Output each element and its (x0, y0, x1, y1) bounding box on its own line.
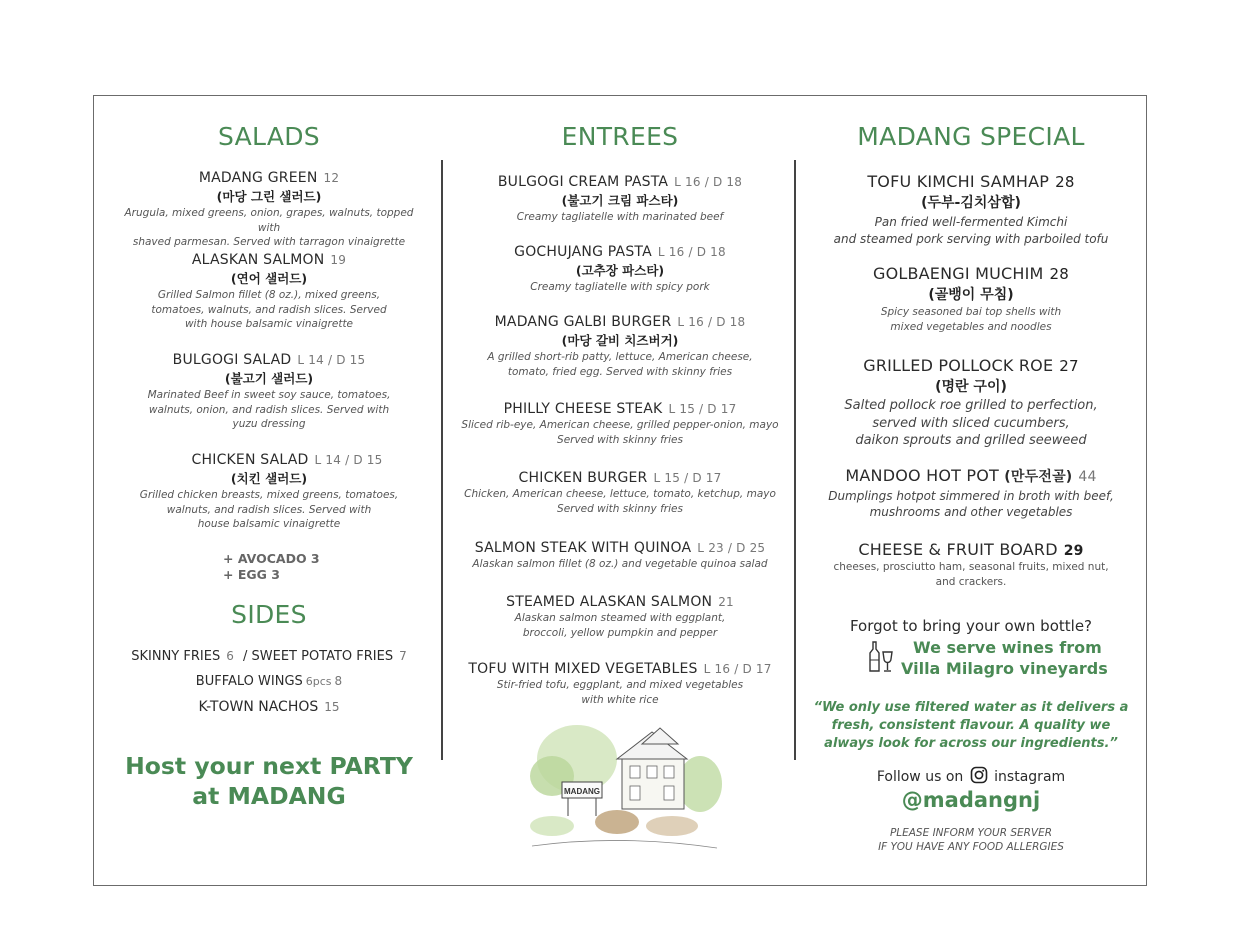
item-description: Marinated Beef in sweet soy sauce, tomatoes, walnuts, onion, and radish slices. Served with yuzu dressing (147, 389, 391, 430)
side-name: K-TOWN NACHOS (198, 699, 319, 715)
wine-line-2: Villa Milagro vineyards (901, 659, 1108, 678)
item-name: SALMON STEAK WITH QUINOA (474, 540, 692, 556)
item-name: CHEESE & FRUIT BOARD (858, 540, 1058, 559)
salad-item (113, 452, 425, 532)
side-note: 6pcs (305, 675, 332, 688)
item-name: BULGOGI SALAD (172, 352, 292, 368)
allergy-notice: PLEASE INFORM YOUR SERVER IF YOU HAVE ANY FOOD ALLERGIES (878, 827, 1064, 853)
item-name: CHICKEN SALAD (191, 452, 309, 468)
item-korean-name: (불고기 크림 파스타) (561, 193, 679, 208)
side-name: SKINNY FRIES (131, 649, 221, 664)
byob-text: Forgot to bring your own bottle? (849, 617, 1093, 635)
item-name: BULGOGI CREAM PASTA (497, 174, 669, 190)
item-name: MANDOO HOT POT (845, 466, 999, 485)
item-name: TOFU KIMCHI SAMHAP (867, 172, 1050, 191)
entree-item (447, 401, 793, 447)
item-description: Salted pollock roe grilled to perfection, served with sliced cucumbers, daikon sprouts and grilled seeweed (844, 398, 1098, 448)
item-price: L 14 / D 15 (297, 353, 366, 367)
item-korean-name: (고추장 파스타) (575, 263, 665, 278)
item-price: L 16 / D 18 (657, 245, 726, 259)
side-name: BUFFALO WINGS (195, 674, 303, 689)
item-korean-name: (치킨 샐러드) (230, 471, 308, 486)
item-description: Arugula, mixed greens, onion, grapes, walnuts, topped with shaved parmesan. Served with tarragon vinaigrette (124, 207, 414, 248)
item-description: Creamy tagliatelle with spicy pork (530, 281, 710, 293)
item-korean-name: (불고기 샐러드) (224, 371, 314, 386)
item-price: L 16 / D 18 (674, 175, 743, 189)
item-korean-name: (연어 샐러드) (230, 271, 308, 286)
special-item (815, 356, 1127, 450)
item-price: L 23 / D 25 (697, 541, 766, 555)
side-price: 6 (226, 649, 234, 663)
item-description: Pan fried well-fermented Kimchi and steamed pork serving with parboiled tofu (833, 215, 1109, 246)
item-price: L 15 / D 17 (668, 402, 737, 416)
item-price: 19 (330, 253, 347, 267)
item-description: Sliced rib-eye, American cheese, grilled pepper-onion, mayo Served with skinny fries (461, 419, 779, 446)
item-price: L 16 / D 17 (703, 662, 772, 676)
addons (223, 551, 320, 583)
item-description: A grilled short-rib patty, lettuce, American cheese, tomato, fried egg. Served with skinny fries (487, 351, 753, 378)
illustration-sign-text: MADANG (564, 787, 600, 796)
instagram-handle[interactable]: @madangnj (901, 788, 1041, 812)
entree-item (447, 244, 793, 295)
entrees-column (447, 0, 793, 944)
item-korean-name: (만두전골) (1004, 469, 1073, 485)
salads-column (113, 0, 425, 944)
entrees-heading: ENTREES (561, 122, 679, 151)
follow-prefix: Follow us on (876, 769, 964, 785)
item-description: Creamy tagliatelle with marinated beef (516, 211, 724, 223)
special-item (815, 264, 1127, 334)
item-name: MADANG GALBI BURGER (494, 314, 672, 330)
entree-item (447, 314, 793, 379)
item-price: 44 (1078, 469, 1097, 485)
item-name: GOCHUJANG PASTA (514, 244, 652, 260)
salad-item (113, 252, 425, 332)
item-description: Dumplings hotpot simmered in broth with beef, mushrooms and other vegetables (828, 489, 1114, 519)
special-item (815, 172, 1127, 247)
item-korean-name: (명란 구이) (935, 379, 1007, 395)
entree-item (447, 661, 793, 707)
special-column (815, 0, 1127, 944)
instagram-icon[interactable] (970, 766, 988, 784)
wine-line-1: We serve wines from (913, 638, 1102, 657)
item-price: 29 (1063, 543, 1084, 559)
item-price: 12 (323, 171, 340, 185)
item-price: 27 (1059, 357, 1079, 375)
water-quote: “We only use filtered water as it delivers a fresh, consistent flavour. A quality we always look for across our ingredients.” (813, 700, 1129, 751)
item-name: GOLBAENGI MUCHIM (872, 264, 1044, 283)
item-description: cheeses, prosciutto ham, seasonal fruits, mixed nut, and crackers. (833, 561, 1109, 588)
item-description: Grilled chicken breasts, mixed greens, tomatoes, walnuts, and radish slices. Served with house balsamic vinaigrette (139, 489, 399, 530)
addon-egg: + EGG 3 (223, 567, 280, 582)
item-description: Alaskan salmon steamed with eggplant, broccoli, yellow pumpkin and pepper (514, 612, 726, 639)
item-description: Grilled Salmon fillet (8 oz.), mixed greens, tomatoes, walnuts, and radish slices. Served with house balsamic vinaigrette (151, 289, 387, 330)
item-description: Spicy seasoned bai top shells with mixed vegetables and noodles (880, 306, 1062, 333)
item-price: 28 (1055, 173, 1075, 191)
item-name: PHILLY CHEESE STEAK (503, 401, 663, 417)
item-name: GRILLED POLLOCK ROE (863, 356, 1054, 375)
salad-item (113, 352, 425, 432)
item-name: TOFU WITH MIXED VEGETABLES (468, 661, 698, 677)
party-promo: Host your next PARTY at MADANG (125, 752, 413, 810)
wine-bottle-glass-icon (867, 640, 895, 674)
side-item (103, 649, 435, 664)
item-description: Stir-fried tofu, eggplant, and mixed vegetables with white rice (496, 679, 744, 706)
special-heading: MADANG SPECIAL (857, 122, 1085, 151)
follow-suffix: instagram (994, 769, 1066, 785)
item-name: CHICKEN BURGER (518, 470, 648, 486)
item-korean-name: (마당 갈비 치즈버거) (561, 333, 679, 348)
entree-item (447, 594, 793, 640)
salad-item (113, 170, 425, 250)
item-korean-name: (두부-김치삼합) (921, 195, 1021, 211)
item-name: ALASKAN SALMON (191, 252, 325, 268)
item-description: Chicken, American cheese, lettuce, tomato, ketchup, mayo Served with skinny fries (464, 488, 776, 515)
column-divider-left (441, 160, 443, 760)
side-price: 15 (324, 700, 340, 714)
entree-item (447, 470, 793, 516)
item-korean-name: (골뱅이 무침) (928, 287, 1014, 303)
item-name: STEAMED ALASKAN SALMON (506, 594, 713, 610)
item-price: L 14 / D 15 (314, 453, 383, 467)
addon-avocado: + AVOCADO 3 (223, 551, 320, 566)
restaurant-illustration (522, 714, 722, 854)
item-korean-name: (마당 그린 샐러드) (216, 189, 322, 204)
special-item (815, 466, 1127, 520)
item-price: 28 (1049, 265, 1070, 283)
entree-item (447, 174, 793, 225)
item-price: L 16 / D 18 (677, 315, 746, 329)
item-price: 21 (718, 595, 734, 609)
side-price-2: 7 (399, 649, 407, 663)
side-price: 8 (334, 674, 343, 688)
special-item (815, 540, 1127, 589)
item-price: L 15 / D 17 (653, 471, 722, 485)
side-item (113, 674, 425, 689)
item-description: Alaskan salmon fillet (8 oz.) and vegetable quinoa salad (472, 558, 768, 570)
item-name: MADANG GREEN (198, 170, 318, 186)
side-item (113, 699, 425, 715)
follow-us (815, 766, 1127, 785)
side-name-2: / SWEET POTATO FRIES (242, 649, 394, 664)
column-divider-right (794, 160, 796, 760)
entree-item (447, 540, 793, 572)
salads-heading: SALADS (218, 122, 320, 151)
sides-heading: SIDES (231, 600, 307, 629)
